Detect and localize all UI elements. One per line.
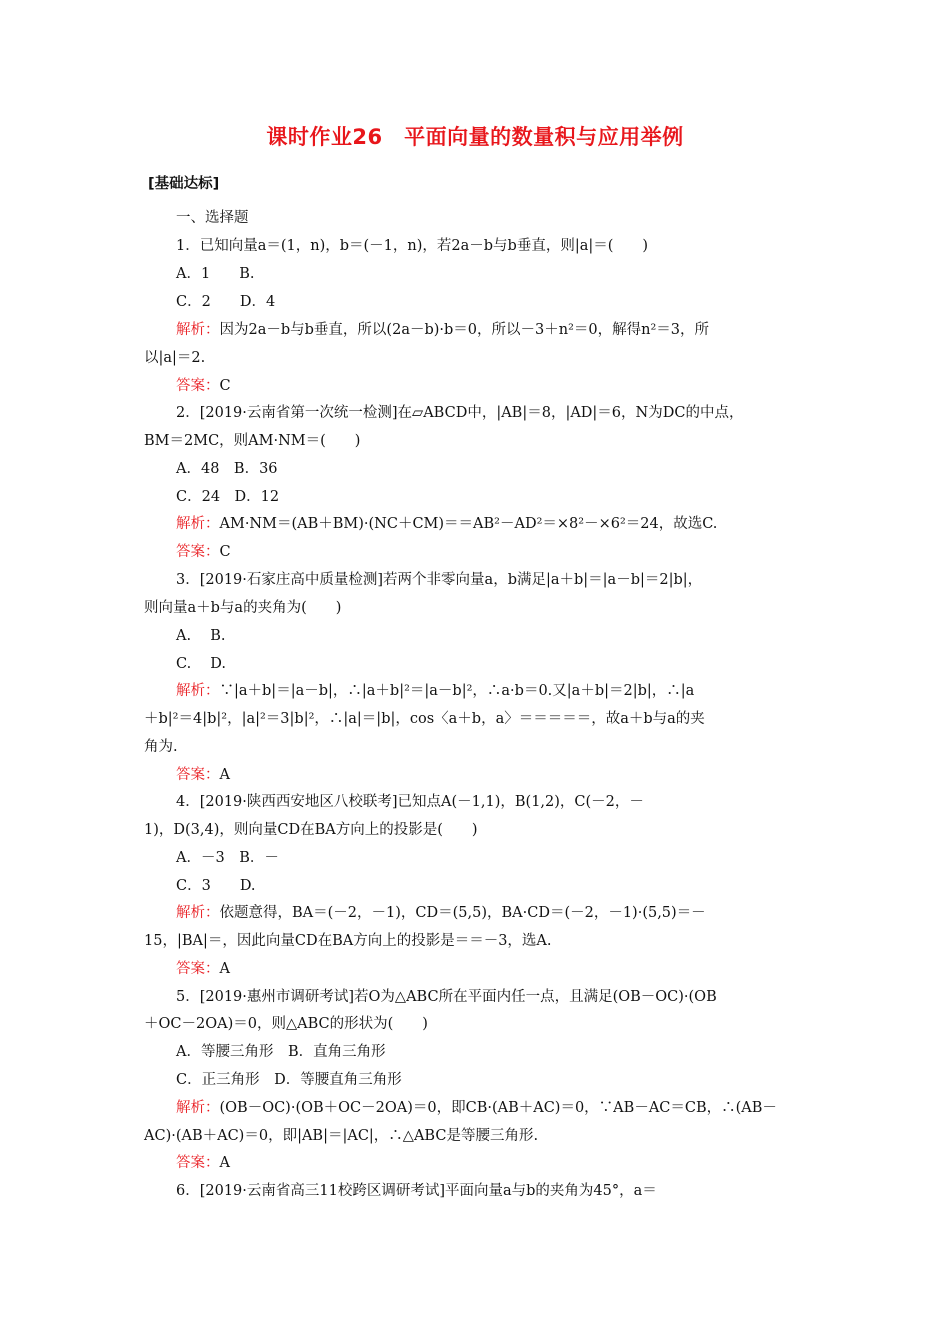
text-line	[176, 654, 226, 674]
text-line	[176, 264, 254, 284]
line-text: C．24 D．12	[176, 489, 280, 505]
line-text: ∵|a＋b|＝|a－b|，∴|a＋b|²＝|a－b|²，∴a·b＝0.又|a＋b|＝2|b|，∴|a	[219, 683, 695, 699]
text-line	[144, 348, 205, 368]
text-line	[144, 709, 705, 729]
line-text: 一、选择题	[176, 210, 249, 226]
text-line	[144, 1014, 428, 1034]
line-text: A．48 B．36	[176, 461, 278, 477]
text-line	[144, 1126, 538, 1146]
analysis-label: 解析：	[176, 683, 220, 699]
line-text: ＋b|²＝4|b|²，|a|²＝3|b|²，∴|a|＝|b|，cos〈a＋b，a〉＝＝＝＝＝，故a＋b与a的夹	[144, 711, 705, 727]
line-text: A	[219, 767, 230, 783]
text-line	[176, 765, 230, 785]
line-text: 1．已知向量a＝(1，n)，b＝(－1，n)，若2a－b与b垂直，则|a|＝( )	[176, 238, 649, 254]
analysis-label: 解析：	[176, 322, 220, 338]
text-line	[176, 1042, 386, 1062]
line-text: 15，|BA|＝，因此向量CD在BA方向上的投影是＝＝－3，选A.	[144, 933, 552, 949]
text-line	[176, 876, 256, 896]
text-line	[176, 208, 249, 228]
text-line	[176, 403, 743, 423]
line-text: 依题意得，BA＝(－2，－1)，CD＝(5,5)，BA·CD＝(－2，－1)·(5,5)＝－	[219, 905, 706, 921]
text-line	[144, 820, 478, 840]
analysis-label: 解析：	[176, 516, 220, 532]
section-heading: [基础达标]	[148, 176, 220, 192]
line-text: 因为2a－b与b垂直，所以(2a－b)·b＝0，所以－3＋n²＝0，解得n²＝3，所	[219, 322, 709, 338]
line-text: 则向量a＋b与a的夹角为( )	[144, 600, 342, 616]
line-text: A. B.	[176, 628, 226, 644]
text-line	[176, 320, 709, 340]
line-text: C	[219, 544, 231, 560]
text-line	[176, 1070, 402, 1090]
text-line	[176, 376, 231, 396]
text-line	[176, 292, 275, 312]
page-title: 课时作业26 平面向量的数量积与应用举例	[266, 125, 684, 149]
line-text: ＋OC－2OA)＝0，则△ABC的形状为( )	[144, 1016, 428, 1032]
answer-label: 答案：	[176, 1155, 220, 1171]
line-text: C．正三角形 D．等腰直角三角形	[176, 1072, 402, 1088]
line-text: BM＝2MC，则AM·NM＝( )	[144, 433, 361, 449]
text-line	[144, 598, 341, 618]
text-line	[176, 903, 706, 923]
line-text: 2．[2019·云南省第一次统一检测]在▱ABCD中，|AB|＝8，|AD|＝6，N为DC的中点，	[176, 405, 744, 421]
line-text: C. D.	[176, 656, 227, 672]
line-text: 以|a|＝2.	[144, 350, 206, 366]
text-line	[176, 487, 279, 507]
line-text: A	[219, 1155, 230, 1171]
text-line	[176, 1181, 657, 1201]
line-text: 5．[2019·惠州市调研考试]若O为△ABC所在平面内任一点，且满足(OB－OC)·(OB	[176, 989, 717, 1005]
line-text: 4．[2019·陕西西安地区八校联考]已知点A(－1,1)，B(1,2)，C(－2，－	[176, 794, 644, 810]
line-text: AM·NM＝(AB＋BM)·(NC＋CM)＝＝AB²－AD²＝×8²－×6²＝24，故选C.	[219, 516, 718, 532]
text-line	[144, 737, 178, 757]
text-line	[176, 459, 278, 479]
line-text: C．2 D．4	[176, 294, 276, 310]
text-line	[176, 848, 279, 868]
text-line	[176, 1098, 777, 1118]
text-line	[176, 1153, 230, 1173]
answer-label: 答案：	[176, 961, 220, 977]
text-line	[176, 570, 702, 590]
line-text: 角为.	[144, 739, 178, 755]
analysis-label: 解析：	[176, 905, 220, 921]
line-text: (OB－OC)·(OB＋OC－2OA)＝0，即CB·(AB＋AC)＝0，∵AB－AC＝CB，∴(AB－	[219, 1100, 777, 1116]
answer-label: 答案：	[176, 378, 220, 394]
text-line	[176, 236, 648, 256]
text-line	[176, 542, 231, 562]
text-line	[144, 431, 360, 451]
text-line	[176, 959, 230, 979]
line-text: 1)，D(3,4)，则向量CD在BA方向上的投影是( )	[144, 822, 478, 838]
text-line	[144, 931, 552, 951]
line-text: C．3 D.	[176, 878, 256, 894]
text-line	[176, 987, 717, 1007]
text-line	[176, 626, 225, 646]
line-text: C	[219, 378, 231, 394]
text-line	[176, 514, 717, 534]
line-text: A	[219, 961, 230, 977]
analysis-label: 解析：	[176, 1100, 220, 1116]
text-line	[176, 792, 644, 812]
line-text: A．等腰三角形 B．直角三角形	[176, 1044, 386, 1060]
line-text: 3．[2019·石家庄高中质量检测]若两个非零向量a，b满足|a＋b|＝|a－b|＝2|b|，	[176, 572, 703, 588]
line-text: AC)·(AB＋AC)＝0，即|AB|＝|AC|，∴△ABC是等腰三角形.	[144, 1128, 539, 1144]
line-text: A．1 B.	[176, 266, 255, 282]
line-text: 6．[2019·云南省高三11校跨区调研考试]平面向量a与b的夹角为45°，a＝	[176, 1183, 657, 1199]
line-text: A．－3 B．－	[176, 850, 279, 866]
answer-label: 答案：	[176, 544, 220, 560]
text-line	[176, 681, 694, 701]
answer-label: 答案：	[176, 767, 220, 783]
